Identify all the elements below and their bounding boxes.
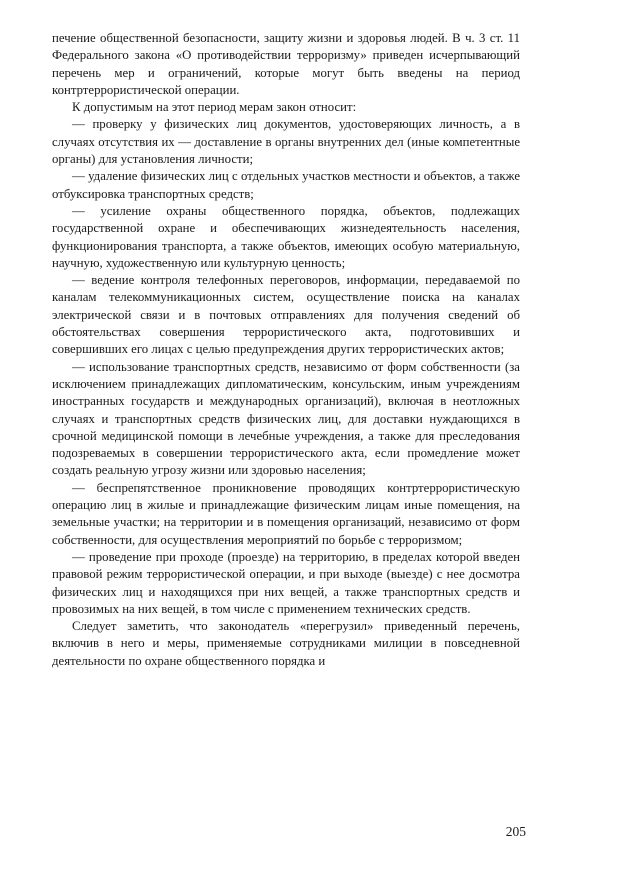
list-item-premises-entry: — беспрепятственное проникновение проводящих контртеррористическую операцию лиц в жилые и принадлежащие физическим лицам иные помещения, на земельные участки; на территории и в помещения организаций, независимо от форм собственности, для осуществления мероприятий по борьбе с терроризмом; [52, 480, 520, 547]
list-item-inspection: — проведение при проходе (проезде) на территорию, в пределах которой введен правовой режим террористической операции, и при выходе (выезде) с нее досмотра физических лиц и находящихся при них вещей, а также транспортных средств и провозимых на них вещей, в том числе с применением технических средств. [52, 549, 520, 616]
paragraph-conclusion: Следует заметить, что законодатель «перегрузил» приведенный перечень, включив в него и меры, применяемые сотрудниками милиции в повседневной деятельности по охране общественного порядка и [52, 619, 520, 668]
list-item-document-check: — проверку у физических лиц документов, удостоверяющих личность, а в случаях отсутствия их — доставление в органы внутренних дел (иные компетентные органы) для установления личности; [52, 117, 520, 167]
list-item-vehicle-use: — использование транспортных средств, независимо от форм собственности (за исключением принадлежащих дипломатическим, консульским, иным учреждениям иностранных государств и международных организаций), включая в неотложных случаях и транспортных средств физических лиц, для доставки нуждающихся в срочной медицинской помощи в лечебные учреждения, а также для преследования подозреваемых в совершении террористического акта, если промедление может создать реальную угрозу жизни или здоровью населения; [52, 359, 520, 478]
page-number: 205 [505, 824, 526, 839]
list-item-strengthened-protection: — усиление охраны общественного порядка, объектов, подлежащих государственной охране и обеспечивающих жизнедеятельность населения, функционирования транспорта, а также объектов, имеющих особую материальную, научную, художественную или культурную ценность; [52, 203, 520, 270]
paragraph-measures-intro: К допустимым на этот период мерам закон относит: [72, 100, 357, 115]
list-item-removal-of-persons: — удаление физических лиц с отдельных участков местности и объектов, а также отбуксировка транспортных средств; [52, 169, 520, 201]
document-body [52, 30, 520, 670]
list-item-communications-control: — ведение контроля телефонных переговоров, информации, передаваемой по каналам телекоммуникационных систем, осуществление поиска на каналах электрической связи и в почтовых отправлениях для получения сведений об обстоятельствах совершения террористического акта, подготовивших и совершивших его лицах с целью предупреждения других террористических актов; [52, 273, 520, 357]
paragraph-continuation: печение общественной безопасности, защиту жизни и здоровья людей. В ч. 3 ст. 11 Федерального закона «О противодействии терроризму» приведен исчерпывающий перечень мер и ограничений, которые могут быть введены на период контртеррористической операции. [52, 31, 520, 97]
